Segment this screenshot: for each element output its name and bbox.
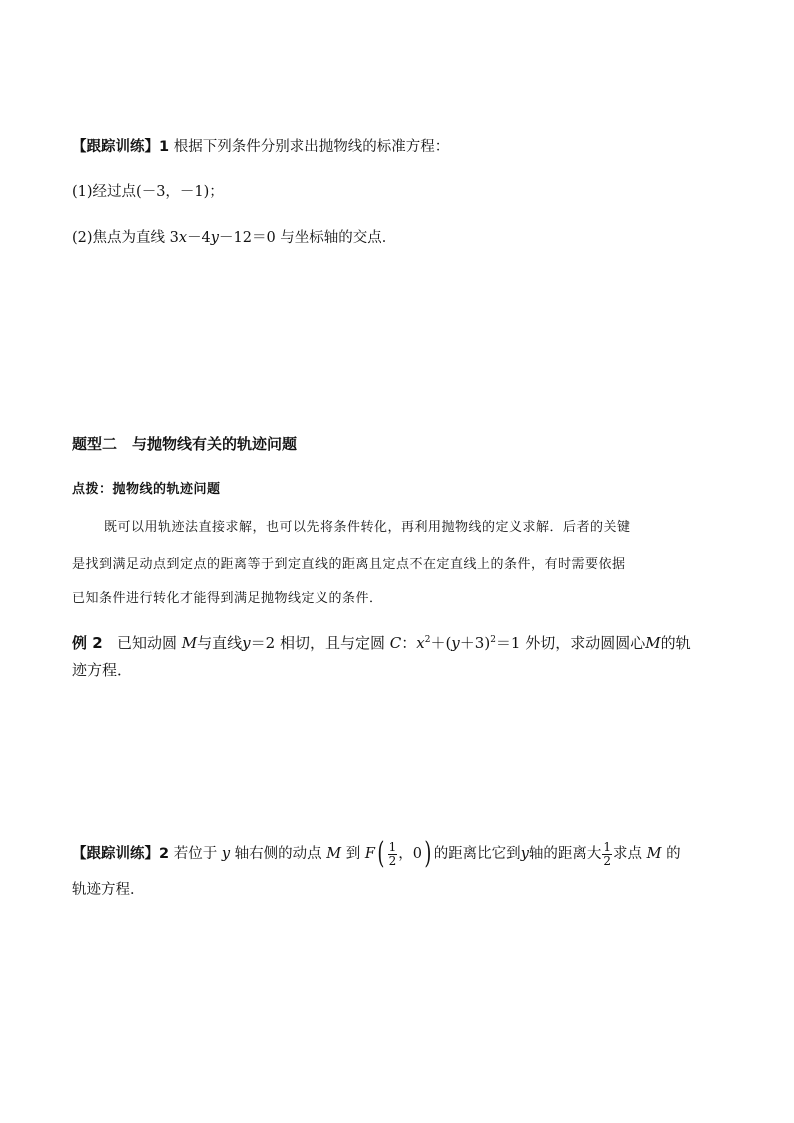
example2-line2: 迹方程． bbox=[72, 661, 133, 679]
exercise2-text: 若位于 bbox=[173, 846, 218, 862]
example2-text: ＝2 相切，且与定圆 bbox=[250, 634, 385, 652]
var-y: y bbox=[520, 846, 529, 862]
var-x: x bbox=[416, 634, 425, 652]
exercise2-text: 的距离比它到 bbox=[433, 846, 521, 862]
fraction-one-half bbox=[388, 841, 398, 868]
section2-title: 题型二 与抛物线有关的轨迹问题 bbox=[72, 435, 298, 453]
frac-numerator: 1 bbox=[388, 839, 397, 854]
tip-line1: 既可以用轨迹法直接求解，也可以先将条件转化，再利用抛物线的定义求解．后者的关键 bbox=[104, 520, 631, 535]
var-M: M bbox=[326, 846, 342, 862]
var-C: C bbox=[389, 634, 402, 652]
tip-heading: 点拨：抛物线的轨迹问题 bbox=[72, 482, 221, 497]
var-y: y bbox=[451, 634, 460, 652]
exercise1-intro-line bbox=[72, 137, 449, 157]
exercise2-text: 求点 bbox=[613, 846, 643, 862]
frac-denominator: 2 bbox=[603, 853, 612, 868]
left-paren: ( bbox=[377, 836, 385, 871]
exercise2-text: 轴的距离大 bbox=[528, 846, 602, 862]
example2-label: 例 2 bbox=[72, 634, 103, 652]
var-M: M bbox=[645, 634, 661, 652]
var-M: M bbox=[181, 634, 198, 652]
exercise1-part2-text-c: －12＝0 与坐标轴的交点． bbox=[219, 230, 397, 246]
comma: ， bbox=[398, 846, 413, 862]
exercise1-part2-text-b: －4 bbox=[187, 230, 211, 246]
example2-text: 的轨 bbox=[660, 634, 691, 652]
tip-line2: 是找到满足动点到定点的距离等于到定直线的距离且定点不在定直线上的条件，有时需要依据 bbox=[72, 557, 626, 572]
exercise2-text: 到 bbox=[345, 846, 361, 862]
example2-text: ： bbox=[401, 634, 417, 652]
example2-text: ＋3) bbox=[459, 634, 491, 652]
example2-text: ＝1 外切，求动圆圆心 bbox=[495, 634, 646, 652]
frac-numerator: 1 bbox=[603, 839, 612, 854]
exercise2-line1 bbox=[72, 836, 681, 872]
var-M: M bbox=[646, 846, 662, 862]
var-F: F bbox=[364, 846, 375, 862]
exercise2-text: 轴右侧的动点 bbox=[234, 846, 322, 862]
exercise1-part2-text-a: (2)焦点为直线 3 bbox=[72, 230, 179, 246]
zero: 0 bbox=[412, 846, 422, 862]
frac-denominator: 2 bbox=[388, 853, 397, 868]
var-y: y bbox=[210, 230, 219, 246]
superscript-2: 2 bbox=[490, 635, 496, 645]
var-y: y bbox=[221, 846, 231, 862]
fraction-one-half bbox=[602, 841, 612, 868]
exercise2-text: 的 bbox=[666, 846, 681, 862]
exercise1-label: 【跟踪训练】1 bbox=[72, 139, 170, 155]
exercise2-label: 【跟踪训练】2 bbox=[72, 846, 170, 862]
exercise2-line2: 轨迹方程． bbox=[72, 882, 145, 898]
exercise1-part1: (1)经过点(－3，－1)； bbox=[72, 184, 224, 200]
right-paren: ) bbox=[424, 836, 432, 871]
example2-text: 已知动圆 bbox=[116, 634, 177, 652]
superscript-2: 2 bbox=[424, 635, 431, 645]
var-y: y bbox=[242, 634, 251, 652]
exercise1-part2 bbox=[72, 228, 396, 248]
example2-line1 bbox=[72, 630, 691, 653]
exercise1-intro: 根据下列条件分别求出抛物线的标准方程： bbox=[173, 139, 450, 155]
example2-text: 与直线 bbox=[197, 634, 243, 652]
tip-line3: 已知条件进行转化才能得到满足抛物线定义的条件． bbox=[72, 591, 383, 606]
var-x: x bbox=[178, 230, 188, 246]
example2-text: ＋( bbox=[430, 634, 452, 652]
